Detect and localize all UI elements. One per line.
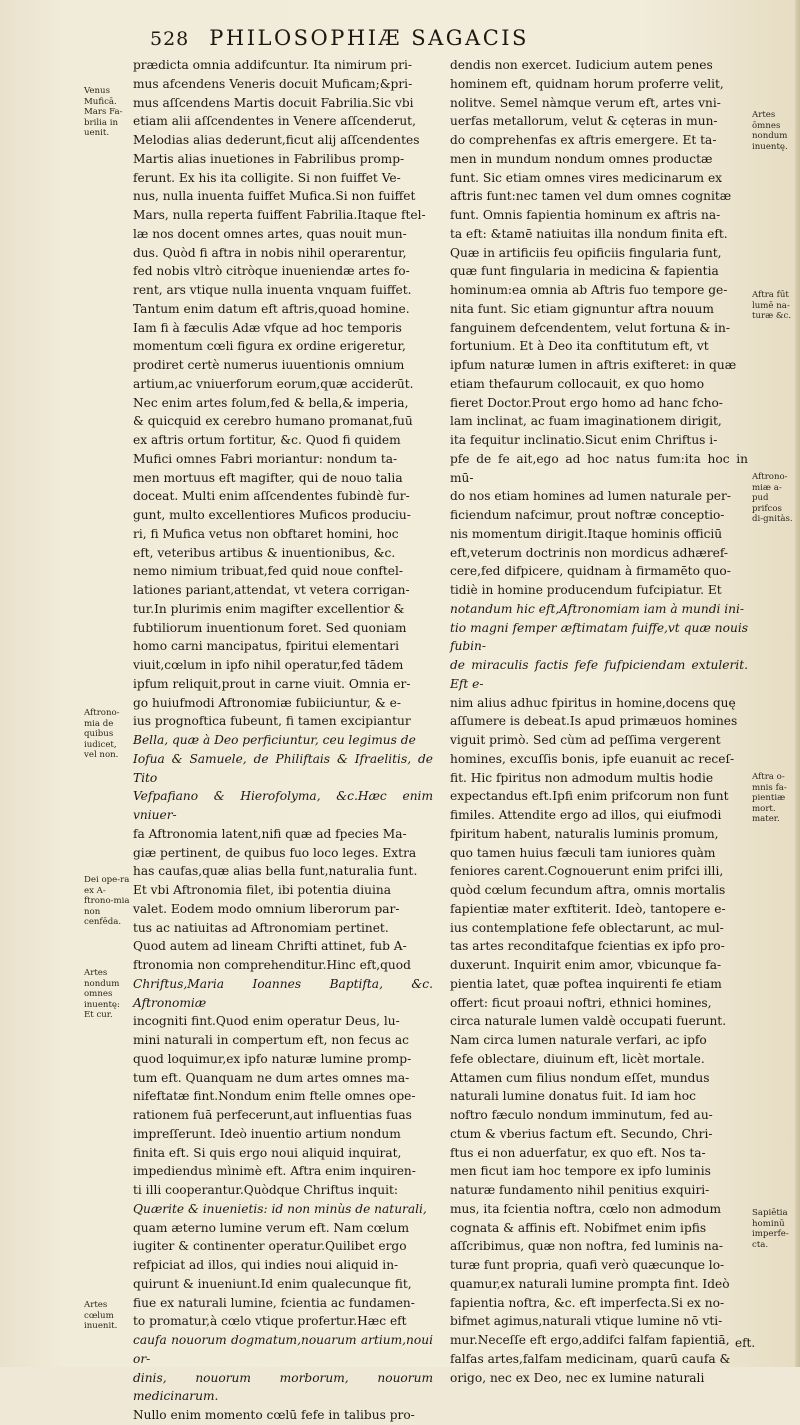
page-number: 528 — [150, 28, 190, 50]
running-title: PHILOSOPHIÆ SAGACIS — [209, 26, 529, 50]
text-line: Vefpafiano & Hierofolyma, &c.Hæc enim vniuer- — [133, 789, 433, 822]
text-line: aſſumere is debeat.Is apud primæuos homines — [450, 714, 738, 729]
margin-note-artes-nondum: Artes nondum omnes inuentę: Et cur. — [84, 968, 120, 1020]
text-line: gunt, multo excellentiores Muficos produciu- — [133, 508, 411, 522]
text-line: impediendus mìnimè eft. Aftra enim inquiren- — [133, 1164, 416, 1179]
text-line: nemo nimium tribuat,fed quid noue conftel- — [133, 564, 404, 579]
right-text-column — [450, 56, 748, 1387]
text-line: ftus ei non aduerfatur, ex quo eft. Nos ta- — [450, 1145, 706, 1160]
text-line: ius contemplatione fefe oblectarunt, ac mul- — [450, 920, 724, 935]
text-line: dendis non exercet. Iudicium autem penes — [450, 58, 713, 72]
text-line: ri, fi Mufica vetus non obftaret homini, hoc — [133, 526, 399, 541]
text-line: Iam fi à fæculis Adæ vfque ad hoc temporis — [133, 320, 402, 335]
text-line: doceat. Multi enim aſſcendentes fubindè fur- — [133, 489, 410, 504]
text-line: mur.Neceſſe eft ergo,addifci falfam fapientiā, — [450, 1333, 730, 1347]
text-line: læ nos docent omnes artes, quas nouit mun- — [133, 226, 407, 241]
text-line: nifeftatæ fint.Nondum enim ftelle omnes ope- — [133, 1089, 416, 1104]
text-line: go huiufmodi Aftronomiæ fubiiciuntur, & e- — [133, 695, 401, 710]
text-line: giæ pertinent, de quibus fuo loco leges. Extra — [133, 845, 417, 860]
text-line: Quod autem ad lineam Chrifti attinet, fub A- — [133, 939, 407, 954]
text-line: Nam circa lumen naturale verfari, ac ipfo — [450, 1033, 707, 1047]
text-line: offert: ficut proaui noftri, ethnici homines, — [450, 995, 712, 1010]
text-line: aftris funt:nec tamen vel dum omnes cognitæ — [450, 189, 732, 204]
text-line: fa Aftronomia latent,nifi quæ ad fpecies Ma- — [133, 826, 407, 841]
text-line: hominum:ea omnia ab Aftris fuo tempore ge- — [450, 283, 728, 297]
text-line: Quæ in artificiis feu opificiis fingularia funt, — [450, 245, 722, 260]
text-line: tio magni femper æftimatam fuiffe,vt quæ nouis fubin- — [450, 620, 748, 654]
text-line: bifmet agimus,naturali vtique lumine nō vti- — [450, 1314, 723, 1329]
text-line: ferunt. Ex his ita colligite. Si non fuiffet Ve- — [133, 170, 401, 185]
text-line: caufa nouorum dogmatum,nouarum artium,noui or- — [133, 1333, 433, 1366]
left-text-column — [133, 56, 433, 1425]
page-edge — [795, 0, 800, 1367]
text-line: quamur,ex naturali lumine prompta fint. Ideò — [450, 1276, 730, 1291]
text-line: men mortuus eft magifter, qui de nouo talia — [133, 470, 403, 485]
text-line: ita fequitur inclinatio.Sicut enim Chriftus i- — [450, 433, 718, 447]
text-line: ipfum reliquit,prout in carne viuit. Omnia er- — [133, 676, 411, 691]
text-line: naturali lumine donatus fuit. Id iam hoc — [450, 1089, 696, 1104]
margin-note-dei-opera: Dei ope-ra ex A-ftrono-mia non cenfēda. — [84, 875, 130, 927]
text-line: homo carni mancipatus, fpiritui elementari — [133, 639, 399, 654]
text-line: nim alius adhuc fpiritus in homine,docens quę — [450, 695, 736, 710]
text-line: funt. Sic etiam omnes vires medicinarum ex — [450, 170, 723, 185]
text-line: falfas artes,falfam medicinam, quarū caufa & — [450, 1351, 731, 1366]
text-line: quòd cœlum fecundum aftra, omnis mortalis — [450, 883, 726, 897]
text-line: viguit primò. Sed cùm ad peſſima vergerent — [450, 733, 721, 747]
text-line: refpiciat ad illos, qui indies noui aliquid in- — [133, 1258, 399, 1272]
text-line: Melodias alias dederunt,ficut alij aſſcendentes — [133, 133, 420, 147]
margin-note-astronomia-prisc: Aftrono-miæ a-pud prifcos di-gnitàs. — [752, 472, 793, 524]
text-line: pfe de fe ait,ego ad hoc natus fum:ita hoc in mū- — [450, 451, 748, 485]
text-line: tidiè in homine producendum fufcipiatur. Et — [450, 583, 722, 597]
text-line: naturæ fundamento nihil penitius exquiri- — [450, 1183, 710, 1197]
text-line: fed nobis vltrò citròque inueniendæ artes fo- — [133, 264, 410, 279]
text-line: do nos etiam homines ad lumen naturale per- — [450, 489, 731, 504]
text-line: ex aftris ortum fortitur, &c. Quod fi quidem — [133, 433, 401, 447]
text-line: eft,veterum doctrinis non mordicus adhæref- — [450, 545, 729, 560]
text-line: fanguinem defcendentem, velut fortuna & in- — [450, 320, 730, 335]
text-line: ftronomia non comprehenditur.Hinc eft,quod — [133, 958, 411, 972]
text-line: momentum cœli figura ex ordine erigeretur, — [133, 339, 406, 354]
text-line: fieret Doctor.Prout ergo homo ad hanc fcho- — [450, 395, 723, 410]
text-line: cognata & affinis eft. Nobifmet enim ipfis — [450, 1220, 707, 1235]
text-line: Nec enim artes folum,fed & bella,& imperia, — [133, 395, 409, 410]
text-line: noftro fæculo nondum imminutum, fed au- — [450, 1108, 713, 1122]
text-line: fit. Hic fpiritus non admodum multis hodie — [450, 770, 714, 785]
text-line: Nullo enim momento cœlū fefe in talibus pro- — [133, 1408, 415, 1422]
text-line: ius prognoftica fubeunt, fi tamen excipiantur — [133, 714, 411, 729]
text-line: cere,fed difpicere, quidnam à firmamēto quo- — [450, 564, 731, 579]
text-line: tum eft. Quanquam ne dum artes omnes ma- — [133, 1070, 410, 1085]
text-line: quirunt & inueniunt.Id enim qualecunque fit, — [133, 1276, 412, 1291]
text-line: homines, excuſſis bonis, ipfe euanuit ac receſ- — [450, 751, 735, 766]
text-line: ta eft: &tamē natiuitas illa nondum finita eft. — [450, 226, 728, 241]
text-line: to promatur,à cœlo vtique profertur.Hæc eft — [133, 1314, 407, 1329]
text-line: Iofua & Samuele, de Philiftais & Ifraelitis, de Tito — [133, 751, 433, 785]
text-line: finita eft. Si quis ergo noui aliquid inquirat, — [133, 1145, 402, 1160]
text-line: ctum & vberius factum eft. Secundo, Chri- — [450, 1126, 713, 1141]
text-line: incogniti fint.Quod enim operatur Deus, lu- — [133, 1014, 400, 1029]
text-line: pientia latet, quæ poftea inquirenti fe etiam — [450, 976, 722, 991]
text-line: mini naturali in compertum eft, non fecus ac — [133, 1033, 409, 1047]
text-line: tur.In plurimis enim magifter excellentior & — [133, 601, 405, 616]
margin-note-venus: Venus Muficā. Mars Fa-brilia in uenit. — [84, 86, 123, 138]
text-line: nolitve. Semel nàmque verum eft, artes vni- — [450, 95, 721, 110]
margin-note-astra-mater: Aftra o-mnis fa-pientiæ mort. mater. — [752, 772, 787, 824]
text-line: men in mundum nondum omnes productæ — [450, 151, 713, 166]
text-line: etiam thefaurum collocauit, ex quo homo — [450, 376, 705, 391]
text-line: artium,ac vniuerforum eorum,quæ acciderūt. — [133, 376, 414, 391]
text-line: fortunium. Et à Deo ita conftitutum eft, vt — [450, 339, 709, 354]
text-line: duxerunt. Inquirit enim amor, vbicunque fa- — [450, 958, 722, 972]
text-line: ficiendum nafcimur, prout noftræ conceptio- — [450, 508, 725, 522]
catchword: eft. — [735, 1336, 756, 1350]
text-line: ti illi cooperantur.Quòdque Chriftus inquit: — [133, 1183, 398, 1197]
text-line: fpiritum habent, naturalis luminis promum, — [450, 826, 719, 841]
text-line: rationem fuā perfecerunt,aut influentias fuas — [133, 1108, 412, 1122]
margin-note-artes-omnes: Artes ōmnes nondum inuentę. — [752, 110, 788, 152]
text-line: etiam alii aſſcendentes in Venere aſſcenderut, — [133, 114, 416, 129]
text-line: men ficut iam hoc tempore ex ipfo luminis — [450, 1164, 711, 1179]
text-line: iugiter & continenter operatur.Quilibet ergo — [133, 1239, 407, 1254]
text-line: hominem eft, quidnam horum proferre velit, — [450, 76, 724, 91]
text-line: quæ funt fingularia in medicina & fapientia — [450, 264, 719, 279]
text-line: fubtiliorum inuentionum foret. Sed quoniam — [133, 620, 407, 635]
text-line: has caufas,quæ alias bella funt,naturalia funt. — [133, 864, 418, 879]
text-line: fapientia noftra, &c. eft imperfecta.Si ex no- — [450, 1295, 725, 1310]
text-line: mus afcendens Veneris docuit Muficam;&pri- — [133, 76, 413, 91]
text-line: valet. Eodem modo omnium liberorum par- — [133, 901, 400, 916]
text-line: tas artes reconditafque fcientias ex ipfo pro- — [450, 939, 725, 954]
text-line: de miraculis factis fefe fufpiciendam extulerit. Eft e- — [450, 658, 748, 691]
text-line: aſſcribimus, quæ non noftra, fed luminis na- — [450, 1239, 723, 1254]
text-line: viuit,cœlum in ipfo nihil operatur,fed tādem — [133, 658, 404, 672]
text-line: tus ac natiuitas ad Aftronomiam pertinet. — [133, 920, 389, 935]
text-line: uerfas metallorum, velut & cęteras in mun- — [450, 114, 718, 129]
margin-note-sapientia: Sapiētia hominū imperfe-cta. — [752, 1208, 789, 1250]
text-line: fefe oblectare, diuinum eft, licèt mortale. — [450, 1051, 705, 1066]
text-line: ipfum naturæ lumen in aftris exifteret: in quæ — [450, 358, 737, 372]
text-line: eft, veteribus artibus & inuentionibus, &c. — [133, 545, 396, 560]
text-line: mus, ita fcientia noftra, cœlo non admodum — [450, 1201, 722, 1216]
text-line: fiue ex naturali lumine, fcientia ac fundamen- — [133, 1295, 415, 1310]
text-line: Tantum enim datum eft aftris,quoad homine. — [133, 301, 410, 316]
text-line: lationes pariant,attendat, vt vetera corrigan- — [133, 583, 410, 597]
page-header — [150, 26, 620, 52]
text-line: Quærite & inuenietis: id non minùs de naturali, — [133, 1201, 427, 1216]
text-line: expectandus eft.Ipfi enim prifcorum non funt — [450, 789, 729, 804]
margin-note-astra-lumen: Aftra fūt lumē na-turæ &c. — [752, 290, 792, 321]
text-line: Mars, nulla reperta fuiffent Fabrilia.Itaque ftel- — [133, 208, 426, 222]
text-line: nis momentum dirigit.Itaque hominis officiū — [450, 526, 723, 541]
text-line: impreſſerunt. Ideò inuentio artium nondum — [133, 1126, 401, 1141]
text-line: prodiret certè numerus iuuentionis omnium — [133, 358, 405, 372]
text-line: do comprehenfas ex aftris emergere. Et ta- — [450, 133, 717, 147]
text-line: origo, nec ex Deo, nec ex lumine naturali — [450, 1370, 705, 1385]
text-line: mus aſſcendens Martis docuit Fabrilia.Sic vbi — [133, 95, 414, 110]
text-line: Mufici omnes Fabri moriantur: nondum ta- — [133, 451, 398, 466]
text-line: Bella, quæ à Deo perficiuntur, ceu legimus de — [133, 733, 416, 747]
text-line: fapientiæ mater exftiterit. Ideò, tantopere e- — [450, 901, 726, 916]
text-line: feniores carent.Cognouerunt enim prifci illi, — [450, 864, 724, 879]
text-line: Attamen cum filius nondum eſſet, mundus — [450, 1070, 710, 1085]
text-line: notandum hic eft,Aftronomiam iam à mundi ini- — [450, 601, 745, 616]
margin-note-artes-caelum: Artes cœlum inuenit. — [84, 1300, 118, 1331]
text-line: quod loquimur,ex ipfo naturæ lumine promp- — [133, 1051, 412, 1066]
text-line: quo tamen huius fæculi tam iuniores quàm — [450, 845, 716, 860]
text-line: & quicquid ex cerebro humano promanat,fuū — [133, 414, 413, 429]
text-line: Chriftus,Maria Ioannes Baptifta, &c. Aftronomiæ — [133, 976, 433, 1010]
text-line: fimiles. Attendite ergo ad illos, qui eiufmodi — [450, 808, 722, 822]
text-line: circa naturale lumen valdè occupati fuerunt. — [450, 1014, 727, 1029]
text-line: lam inclinat, ac fuam imaginationem dirigit, — [450, 414, 722, 429]
text-line: nita funt. Sic etiam gignuntur aftra nouum — [450, 301, 714, 316]
text-line: rent, ars vtique nulla inuenta vnquam fuiffet. — [133, 283, 412, 297]
text-line: nus, nulla inuenta fuiffet Mufica.Si non fuiffet — [133, 189, 416, 204]
text-line: prædicta omnia addifcuntur. Ita nimirum pri- — [133, 58, 413, 72]
text-line: Martis alias inuetiones in Fabrilibus promp- — [133, 151, 405, 166]
text-line: turæ funt propria, quafi verò quæcunque lo- — [450, 1258, 725, 1272]
text-line: quam æterno lumine verum eft. Nam cœlum — [133, 1220, 410, 1235]
margin-note-astronomia: Aftrono-mia de quibus iudicet, vel non. — [84, 708, 120, 760]
text-line: dinis, nouorum morborum, nouorum medicinarum. — [133, 1370, 433, 1404]
text-line: Et vbi Aftronomia filet, ibi potentia diuina — [133, 883, 392, 897]
text-line: funt. Omnis fapientia hominum ex aftris na- — [450, 208, 721, 222]
text-line: dus. Quòd fi aftra in nobis nihil operarentur, — [133, 245, 407, 260]
